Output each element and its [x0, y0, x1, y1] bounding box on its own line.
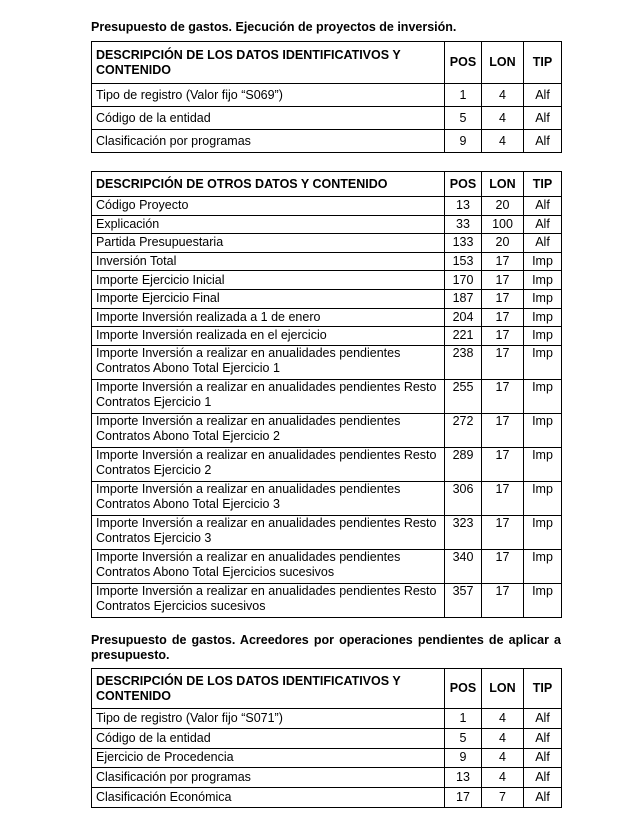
table-row [92, 481, 562, 515]
description-cell: Importe Inversión a realizar en anualidades pendientes Resto Contratos Ejercicio 1 [92, 379, 445, 413]
tip-cell: Alf [524, 197, 562, 216]
table-row [92, 709, 562, 729]
description-cell: Clasificación por programas [92, 130, 445, 153]
table-row [92, 130, 562, 153]
lon-cell: 20 [482, 234, 524, 253]
pos-cell: 289 [445, 447, 482, 481]
lon-cell: 100 [482, 215, 524, 234]
tip-header: TIP [524, 172, 562, 197]
lon-cell: 17 [482, 583, 524, 617]
lon-cell: 4 [482, 84, 524, 107]
description-cell: Ejercicio de Procedencia [92, 748, 445, 768]
table-row [92, 84, 562, 107]
tip-cell: Alf [524, 748, 562, 768]
pos-cell: 5 [445, 728, 482, 748]
tip-cell: Imp [524, 271, 562, 290]
pos-cell: 357 [445, 583, 482, 617]
lon-cell: 4 [482, 130, 524, 153]
pos-header: POS [445, 172, 482, 197]
lon-header: LON [482, 172, 524, 197]
description-cell: Importe Inversión a realizar en anualidades pendientes Contratos Abono Total Ejercicio 3 [92, 481, 445, 515]
table-row [92, 515, 562, 549]
pos-cell: 5 [445, 107, 482, 130]
table-row [92, 728, 562, 748]
lon-header: LON [482, 669, 524, 709]
header-row [92, 669, 562, 709]
other-data-table [91, 171, 562, 618]
tip-cell: Alf [524, 788, 562, 808]
section-title: Presupuesto de gastos. Ejecución de proyectos de inversión. [91, 20, 457, 34]
table-row [92, 271, 562, 290]
description-cell: Clasificación Económica [92, 788, 445, 808]
description-cell: Importe Ejercicio Final [92, 289, 445, 308]
tip-cell: Imp [524, 549, 562, 583]
pos-cell: 238 [445, 345, 482, 379]
description-cell: Importe Ejercicio Inicial [92, 271, 445, 290]
description-header: DESCRIPCIÓN DE LOS DATOS IDENTIFICATIVOS Y CONTENIDO [92, 42, 445, 84]
lon-cell: 17 [482, 447, 524, 481]
table-row [92, 345, 562, 379]
description-cell: Importe Inversión realizada en el ejercicio [92, 327, 445, 346]
description-cell: Importe Inversión a realizar en anualidades pendientes Contratos Abono Total Ejercicio 2 [92, 413, 445, 447]
table-row [92, 107, 562, 130]
table-row [92, 447, 562, 481]
tip-cell: Imp [524, 289, 562, 308]
pos-cell: 9 [445, 130, 482, 153]
lon-cell: 7 [482, 788, 524, 808]
tip-cell: Alf [524, 768, 562, 788]
table-row [92, 748, 562, 768]
table-row [92, 549, 562, 583]
pos-cell: 187 [445, 289, 482, 308]
tip-cell: Imp [524, 252, 562, 271]
table-row [92, 413, 562, 447]
pos-cell: 13 [445, 768, 482, 788]
description-cell: Importe Inversión a realizar en anualidades pendientes Contratos Abono Total Ejercicios sucesivos [92, 549, 445, 583]
tip-cell: Alf [524, 215, 562, 234]
lon-cell: 4 [482, 709, 524, 729]
pos-cell: 170 [445, 271, 482, 290]
lon-cell: 17 [482, 271, 524, 290]
pos-cell: 33 [445, 215, 482, 234]
lon-cell: 4 [482, 107, 524, 130]
section-title: Presupuesto de gastos. Acreedores por operaciones pendientes de aplicar a presupuesto. [91, 633, 561, 662]
pos-header: POS [445, 669, 482, 709]
header-row [92, 172, 562, 197]
tip-cell: Alf [524, 130, 562, 153]
description-cell: Partida Presupuestaria [92, 234, 445, 253]
pos-header: POS [445, 42, 482, 84]
description-header: DESCRIPCIÓN DE OTROS DATOS Y CONTENIDO [92, 172, 445, 197]
lon-cell: 17 [482, 327, 524, 346]
pos-cell: 306 [445, 481, 482, 515]
table-row [92, 252, 562, 271]
pos-cell: 9 [445, 748, 482, 768]
table-row [92, 768, 562, 788]
lon-cell: 17 [482, 481, 524, 515]
tip-cell: Imp [524, 583, 562, 617]
description-header: DESCRIPCIÓN DE LOS DATOS IDENTIFICATIVOS Y CONTENIDO [92, 669, 445, 709]
description-cell: Importe Inversión a realizar en anualidades pendientes Contratos Abono Total Ejercicio 1 [92, 345, 445, 379]
pos-cell: 153 [445, 252, 482, 271]
pos-cell: 1 [445, 709, 482, 729]
tip-header: TIP [524, 42, 562, 84]
table-row [92, 327, 562, 346]
table-row [92, 583, 562, 617]
pos-cell: 204 [445, 308, 482, 327]
lon-cell: 17 [482, 289, 524, 308]
pos-cell: 255 [445, 379, 482, 413]
tip-cell: Imp [524, 379, 562, 413]
table-row [92, 234, 562, 253]
description-cell: Explicación [92, 215, 445, 234]
description-cell: Tipo de registro (Valor fijo “S069”) [92, 84, 445, 107]
pos-cell: 323 [445, 515, 482, 549]
tip-cell: Imp [524, 345, 562, 379]
description-cell: Inversión Total [92, 252, 445, 271]
description-cell: Código de la entidad [92, 728, 445, 748]
tip-cell: Alf [524, 234, 562, 253]
description-cell: Importe Inversión a realizar en anualidades pendientes Resto Contratos Ejercicio 3 [92, 515, 445, 549]
lon-cell: 17 [482, 413, 524, 447]
pos-cell: 17 [445, 788, 482, 808]
tip-cell: Imp [524, 327, 562, 346]
pos-cell: 13 [445, 197, 482, 216]
description-cell: Importe Inversión a realizar en anualidades pendientes Resto Contratos Ejercicio 2 [92, 447, 445, 481]
lon-cell: 4 [482, 768, 524, 788]
lon-cell: 17 [482, 345, 524, 379]
creditors-table [91, 668, 562, 808]
lon-cell: 4 [482, 748, 524, 768]
lon-cell: 4 [482, 728, 524, 748]
lon-header: LON [482, 42, 524, 84]
table-row [92, 197, 562, 216]
description-cell: Código Proyecto [92, 197, 445, 216]
pos-cell: 1 [445, 84, 482, 107]
pos-cell: 133 [445, 234, 482, 253]
lon-cell: 20 [482, 197, 524, 216]
lon-cell: 17 [482, 549, 524, 583]
identification-table [91, 41, 562, 153]
description-cell: Código de la entidad [92, 107, 445, 130]
description-cell: Tipo de registro (Valor fijo “S071”) [92, 709, 445, 729]
description-cell: Importe Inversión realizada a 1 de enero [92, 308, 445, 327]
pos-cell: 272 [445, 413, 482, 447]
table-row [92, 289, 562, 308]
table-row [92, 308, 562, 327]
table-row [92, 379, 562, 413]
description-cell: Clasificación por programas [92, 768, 445, 788]
tip-cell: Imp [524, 515, 562, 549]
lon-cell: 17 [482, 515, 524, 549]
tip-cell: Imp [524, 481, 562, 515]
tip-cell: Alf [524, 709, 562, 729]
pos-cell: 221 [445, 327, 482, 346]
tip-header: TIP [524, 669, 562, 709]
lon-cell: 17 [482, 308, 524, 327]
description-cell: Importe Inversión a realizar en anualidades pendientes Resto Contratos Ejercicios sucesivos [92, 583, 445, 617]
lon-cell: 17 [482, 252, 524, 271]
table-row [92, 215, 562, 234]
tip-cell: Imp [524, 413, 562, 447]
pos-cell: 340 [445, 549, 482, 583]
tip-cell: Alf [524, 728, 562, 748]
tip-cell: Alf [524, 107, 562, 130]
lon-cell: 17 [482, 379, 524, 413]
tip-cell: Imp [524, 447, 562, 481]
header-row [92, 42, 562, 84]
table-row [92, 788, 562, 808]
tip-cell: Alf [524, 84, 562, 107]
tip-cell: Imp [524, 308, 562, 327]
